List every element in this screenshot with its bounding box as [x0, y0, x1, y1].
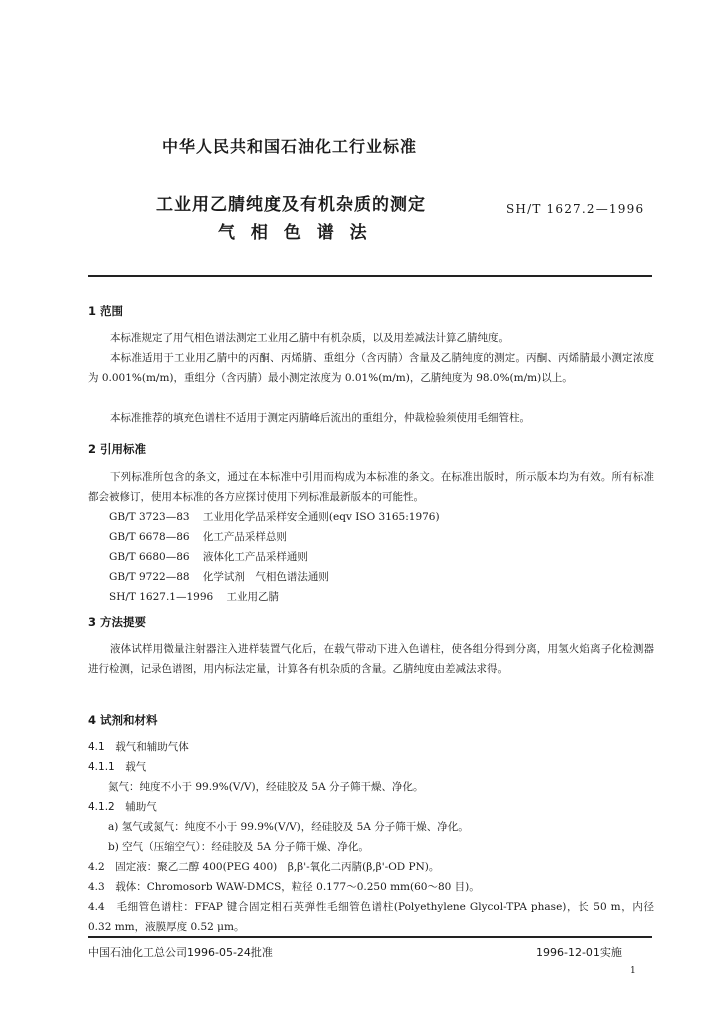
clause-4-3: 4.3 载体：Chromosorb WAW-DMCS，粒径 0.177～0.250 mm(60～80 目)。: [88, 881, 480, 893]
clause-4-1-2-item-b: b) 空气（压缩空气）：经硅胶及 5A 分子筛干燥、净化。: [108, 841, 369, 853]
clause-4-1-2-item-a: a) 氢气或氮气：纯度不小于 99.9%(V/V)，经硅胶及 5A 分子筛干燥、净化。: [108, 821, 469, 833]
reference-item: [109, 507, 440, 527]
page-number: 1: [630, 966, 636, 976]
section-1-para-2: 本标准适用于工业用乙腈中的丙酮、丙烯腈、重组分（含丙腈）含量及乙腈纯度的测定。丙酮、丙烯腈最小测定浓度为 0.001%(m/m)，重组分（含丙腈）最小测定浓度为 0.01%(m/m)，乙腈纯度为 98.0%(m/m)以上。: [88, 352, 654, 384]
reference-title: 液体化工产品采样通则: [202, 551, 308, 563]
clause-4-2: 4.2 固定液：聚乙二醇 400(PEG 400) β,β'-氧化二丙腈(β,β'-OD PN)。: [88, 861, 440, 873]
reference-title: 化工产品采样总则: [202, 531, 287, 543]
reference-code: GB/T 9722—88: [109, 571, 190, 583]
implementation-date: 1996-12-01实施: [536, 946, 622, 959]
section-1-heading: 1 范围: [88, 304, 124, 318]
reference-code: GB/T 6678—86: [109, 531, 190, 543]
reference-title: 化学试剂 气相色谱法通则: [202, 571, 329, 583]
section-3-para-1: 液体试样用微量注射器注入进样装置气化后，在载气带动下进入色谱柱，使各组分得到分离，用氢火焰离子化检测器进行检测，记录色谱图，用内标法定量，计算各有机杂质的含量。乙腈纯度由差减法求得。: [88, 643, 654, 675]
section-4-heading: 4 试剂和材料: [88, 713, 158, 727]
clause-4-4: 4.4 毛细管色谱柱：FFAP 键合固定相石英弹性毛细管色谱柱(Polyethylene Glycol-TPA phase)，长 50 m，内径 0.32 mm，液膜厚度 0.52 μm。: [88, 901, 654, 933]
org-title: 中华人民共和国石油化工行业标准: [162, 137, 418, 156]
reference-item: [109, 587, 279, 607]
approval-line: 中国石油化工总公司1996-05-24批准: [88, 946, 273, 959]
reference-code: GB/T 6680—86: [109, 551, 190, 563]
clause-4-1-1-heading: 4.1.1 载气: [88, 761, 147, 773]
standard-number: SH/T 1627.2—1996: [506, 202, 645, 216]
reference-code: SH/T 1627.1—1996: [109, 591, 214, 603]
reference-item: [109, 547, 308, 567]
section-2-para-1: 下列标准所包含的条文，通过在本标准中引用而构成为本标准的条文。在标准出版时，所示版本均为有效。所有标准都会被修订，使用本标准的各方应探讨使用下列标准最新版本的可能性。: [88, 471, 654, 503]
reference-code: GB/T 3723—83: [109, 511, 190, 523]
reference-title: 工业用乙腈: [226, 591, 280, 603]
section-1-para-1: 本标准规定了用气相色谱法测定工业用乙腈中有机杂质，以及用差减法计算乙腈纯度。: [110, 332, 509, 344]
clause-4-1-2-heading: 4.1.2 辅助气: [88, 801, 157, 813]
method-title: 气 相 色 谱 法: [218, 223, 372, 243]
header-rule: [88, 275, 652, 277]
reference-title: 工业用化学品采样安全通则(eqv ISO 3165:1976): [202, 511, 440, 523]
clause-4-1-1-text: 氮气：纯度不小于 99.9%(V/V)，经硅胶及 5A 分子筛干燥、净化。: [108, 781, 424, 793]
reference-item: [109, 567, 329, 587]
section-1-para-3: 本标准推荐的填充色谱柱不适用于测定丙腈峰后流出的重组分，仲裁检验须使用毛细管柱。: [110, 412, 530, 424]
clause-4-1-heading: 4.1 载气和辅助气体: [88, 741, 189, 753]
section-2-heading: 2 引用标准: [88, 442, 147, 456]
footer-rule: [88, 936, 652, 938]
doc-title: 工业用乙腈纯度及有机杂质的测定: [156, 195, 426, 215]
section-3-heading: 3 方法提要: [88, 615, 147, 629]
reference-item: [109, 527, 287, 547]
